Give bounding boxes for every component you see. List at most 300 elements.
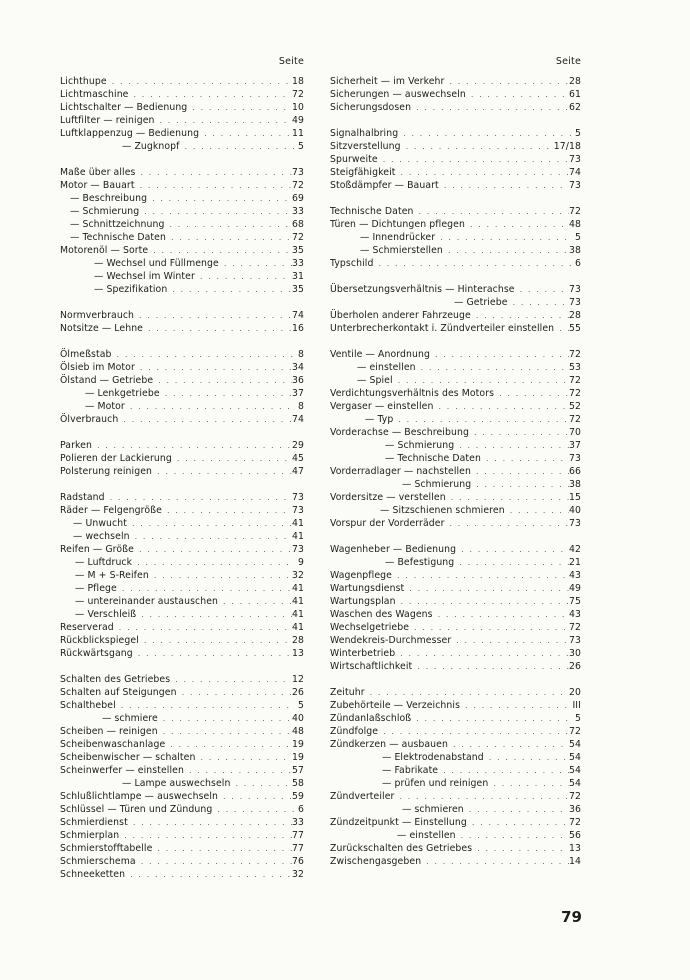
- index-term: Vorspur der Vorderräder: [330, 518, 445, 529]
- dot-leader: [412, 660, 569, 673]
- index-entry: [330, 777, 581, 790]
- dot-leader: [117, 582, 292, 595]
- dot-leader: [135, 166, 292, 179]
- index-page-ref: 32: [291, 869, 304, 880]
- index-term: — Motor: [85, 401, 125, 412]
- index-term: Ölsieb im Motor: [60, 362, 135, 373]
- index-page-ref: 26: [291, 687, 304, 698]
- dot-leader: [158, 712, 292, 725]
- index-entry: [330, 75, 581, 88]
- index-page-ref: 35: [291, 245, 304, 256]
- index-term: Sicherungsdosen: [330, 102, 412, 113]
- dot-leader: [139, 634, 292, 647]
- index-term: Zündverteiler: [330, 791, 395, 802]
- index-entry: [60, 75, 304, 88]
- index-entry: [330, 309, 581, 322]
- index-term: Lichtschalter — Bedienung: [60, 102, 188, 113]
- index-entry: [60, 764, 304, 777]
- dot-leader: [172, 452, 292, 465]
- index-term: Maße über alles: [60, 167, 136, 178]
- index-entry: [60, 374, 304, 387]
- section-gap: [60, 335, 304, 348]
- index-entry: [60, 829, 304, 842]
- index-entry: [330, 322, 581, 335]
- index-entry: [60, 504, 304, 517]
- index-term: Scheibenwischer — schalten: [60, 752, 196, 763]
- index-term: Schalten auf Steigungen: [60, 687, 177, 698]
- index-column-left: [60, 56, 304, 881]
- dot-leader: [195, 270, 292, 283]
- index-page-ref: 41: [291, 583, 304, 594]
- index-page-ref: 59: [291, 791, 304, 802]
- index-entry: [60, 790, 304, 803]
- dot-leader: [515, 283, 569, 296]
- index-page-ref: 11: [291, 128, 304, 139]
- index-term: — Spezifikation: [94, 284, 168, 295]
- dot-leader: [481, 452, 569, 465]
- index-entry: [330, 231, 581, 244]
- dot-leader: [505, 504, 569, 517]
- dot-leader: [396, 595, 569, 608]
- index-page-ref: 9: [297, 557, 304, 568]
- index-term: Zubehörteile — Verzeichnis: [330, 700, 461, 711]
- dot-leader: [135, 361, 292, 374]
- index-page-ref: 6: [297, 804, 304, 815]
- index-term: — Technische Daten: [385, 453, 481, 464]
- index-entry: [60, 491, 304, 504]
- dot-leader: [212, 803, 294, 816]
- index-entry: [330, 465, 581, 478]
- index-term: Wartungsplan: [330, 596, 396, 607]
- index-page-ref: 10: [291, 102, 304, 113]
- dot-leader: [508, 296, 569, 309]
- index-term: Notsitze — Lehne: [60, 323, 144, 334]
- index-entry: [330, 803, 581, 816]
- index-term: Winterbetrieb: [330, 648, 396, 659]
- index-entry: [60, 816, 304, 829]
- dot-leader: [148, 244, 292, 257]
- dot-leader: [488, 777, 569, 790]
- dot-leader: [373, 257, 571, 270]
- index-term: Rückwärtsgang: [60, 648, 133, 659]
- index-entry: [60, 608, 304, 621]
- index-entry: [60, 725, 304, 738]
- section-gap: [60, 296, 304, 309]
- index-page-ref: 36: [568, 804, 581, 815]
- index-entry: [330, 842, 581, 855]
- dot-leader: [454, 556, 569, 569]
- index-term: Spurweite: [330, 154, 378, 165]
- index-page-ref: 73: [568, 297, 581, 308]
- dot-leader: [136, 608, 292, 621]
- dot-leader: [446, 491, 569, 504]
- index-term: Motorenöl — Sorte: [60, 245, 149, 256]
- index-page-ref: 74: [291, 310, 304, 321]
- index-entry: [60, 569, 304, 582]
- index-term: Schalten des Getriebes: [60, 674, 171, 685]
- index-page-ref: 54: [568, 765, 581, 776]
- index-page-ref: 13: [291, 648, 304, 659]
- index-term: Lichthupe: [60, 76, 107, 87]
- dot-leader: [134, 309, 292, 322]
- index-term: Vorderachse — Beschreibung: [330, 427, 469, 438]
- index-entry: [60, 582, 304, 595]
- index-page-ref: 33: [291, 206, 304, 217]
- index-page-ref: 41: [291, 609, 304, 620]
- index-entry: [60, 647, 304, 660]
- index-entry: [330, 517, 581, 530]
- dot-leader: [465, 218, 569, 231]
- index-page-ref: 68: [291, 219, 304, 230]
- index-entry: [60, 751, 304, 764]
- dot-leader: [128, 816, 292, 829]
- index-page-ref: 56: [568, 830, 581, 841]
- dot-leader: [218, 595, 292, 608]
- index-page-ref: 36: [291, 375, 304, 386]
- index-term: Reifen — Größe: [60, 544, 134, 555]
- index-term: Sitzverstellung: [330, 141, 401, 152]
- dot-leader: [484, 751, 569, 764]
- dot-leader: [421, 855, 569, 868]
- seite-header-right: Seite: [555, 56, 581, 67]
- index-page-ref: 54: [568, 752, 581, 763]
- index-page-ref: 13: [568, 843, 581, 854]
- index-page-ref: 8: [297, 401, 304, 412]
- dot-leader: [112, 348, 294, 361]
- index-term: Radstand: [60, 492, 105, 503]
- index-term: — Lenkgetriebe: [85, 388, 160, 399]
- index-entry: [60, 192, 304, 205]
- index-entry: [330, 140, 581, 153]
- dot-leader: [443, 244, 569, 257]
- section-gap: [330, 530, 581, 543]
- index-page-ref: 33: [291, 258, 304, 269]
- index-term: Unterbrecherkontakt i. Zündverteiler einstellen: [330, 323, 555, 334]
- dot-leader: [434, 400, 569, 413]
- index-term: — Verschleiß: [75, 609, 137, 620]
- index-page-ref: 54: [568, 778, 581, 789]
- index-page-ref: 20: [568, 687, 581, 698]
- index-term: Schmierplan: [60, 830, 120, 841]
- index-term: Wirtschaftlichkeit: [330, 661, 413, 672]
- index-page-ref: 76: [291, 856, 304, 867]
- index-page-ref: 35: [291, 284, 304, 295]
- index-page-ref: III: [572, 700, 581, 711]
- index-page-ref: 41: [291, 596, 304, 607]
- index-entry: [330, 88, 581, 101]
- index-page-ref: 19: [291, 752, 304, 763]
- index-term: Zündanlaßschloß: [330, 713, 412, 724]
- dot-leader: [554, 322, 569, 335]
- index-term: — Schmierung: [70, 206, 140, 217]
- dot-leader: [401, 140, 554, 153]
- dot-leader: [152, 842, 292, 855]
- index-entry: [330, 569, 581, 582]
- index-page-ref: 34: [291, 362, 304, 373]
- dot-leader: [153, 374, 292, 387]
- index-page-ref: 40: [568, 505, 581, 516]
- index-term: — Elektrodenabstand: [382, 752, 484, 763]
- dot-leader: [160, 387, 292, 400]
- section-gap: [60, 478, 304, 491]
- index-term: Türen — Dichtungen pflegen: [330, 219, 465, 230]
- index-term: Zündfolge: [330, 726, 379, 737]
- index-term: Wechselgetriebe: [330, 622, 410, 633]
- index-entry: [330, 244, 581, 257]
- index-entry: [60, 218, 304, 231]
- index-entry: [330, 439, 581, 452]
- index-page-ref: 66: [568, 466, 581, 477]
- dot-leader: [394, 790, 568, 803]
- index-page-ref: 72: [568, 622, 581, 633]
- index-term: — Unwucht: [73, 518, 127, 529]
- index-entry: [330, 764, 581, 777]
- index-term: — Getriebe: [454, 297, 508, 308]
- index-entry: [60, 387, 304, 400]
- index-term: — Fabrikate: [382, 765, 439, 776]
- dot-leader: [134, 543, 292, 556]
- index-term: Technische Daten: [330, 206, 414, 217]
- dot-leader: [125, 400, 294, 413]
- index-entry: [60, 309, 304, 322]
- index-entry: [60, 465, 304, 478]
- index-entry: [330, 257, 581, 270]
- index-term: Reserverad: [60, 622, 114, 633]
- index-entry: [330, 179, 581, 192]
- index-page-ref: 73: [568, 284, 581, 295]
- index-entry: [330, 452, 581, 465]
- dot-leader: [414, 205, 569, 218]
- index-entry: [60, 244, 304, 257]
- index-term: — Schnittzeichnung: [70, 219, 165, 230]
- index-entry: [330, 374, 581, 387]
- index-entry: [60, 855, 304, 868]
- index-entry: [60, 595, 304, 608]
- index-page-ref: 73: [568, 154, 581, 165]
- dot-leader: [445, 517, 569, 530]
- dot-leader: [149, 569, 292, 582]
- index-term: Schmierstofftabelle: [60, 843, 153, 854]
- index-entries-left: [60, 75, 304, 881]
- index-term: Wendekreis-Durchmesser: [330, 635, 452, 646]
- index-page-ref: 43: [568, 570, 581, 581]
- index-page-ref: 72: [568, 349, 581, 360]
- index-term: Luftklappenzug — Bedienung: [60, 128, 200, 139]
- dot-leader: [119, 829, 292, 842]
- dot-leader: [411, 712, 571, 725]
- dot-leader: [471, 309, 569, 322]
- dot-leader: [451, 634, 569, 647]
- index-page-ref: 74: [291, 414, 304, 425]
- dot-leader: [433, 608, 569, 621]
- index-entry: [330, 153, 581, 166]
- index-entry: [330, 543, 581, 556]
- index-term: Überholen anderer Fahrzeuge: [330, 310, 471, 321]
- index-term: Sicherungen — auswechseln: [330, 89, 466, 100]
- index-page-ref: 41: [291, 531, 304, 542]
- index-page-ref: 16: [291, 323, 304, 334]
- index-term: Steigfähigkeit: [330, 167, 396, 178]
- index-page-ref: 17/18: [553, 141, 581, 152]
- index-page-ref: 58: [291, 778, 304, 789]
- index-entry: [60, 413, 304, 426]
- index-term: Zurückschalten des Getriebes: [330, 843, 473, 854]
- index-page-ref: 73: [568, 635, 581, 646]
- dot-leader: [162, 504, 292, 517]
- dot-leader: [464, 803, 569, 816]
- index-entry: [330, 725, 581, 738]
- index-term: — Sitzschienen schmieren: [380, 505, 505, 516]
- index-page-ref: 5: [297, 141, 304, 152]
- index-page-ref: 33: [291, 817, 304, 828]
- dot-leader: [118, 413, 292, 426]
- index-term: Schlußlichtlampe — auswechseln: [60, 791, 219, 802]
- dot-leader: [395, 647, 569, 660]
- index-term: Stoßdämpfer — Bauart: [330, 180, 439, 191]
- section-gap: [60, 426, 304, 439]
- index-page-ref: 37: [568, 440, 581, 451]
- index-term: Waschen des Wagens: [330, 609, 433, 620]
- index-page-ref: 49: [291, 115, 304, 126]
- index-term: Wartungsdienst: [330, 583, 405, 594]
- index-entry: [60, 283, 304, 296]
- index-entry: [330, 634, 581, 647]
- index-entry: [60, 543, 304, 556]
- index-entry: [60, 868, 304, 881]
- index-entry: [330, 491, 581, 504]
- index-term: Zeituhr: [330, 687, 365, 698]
- dot-leader: [107, 75, 292, 88]
- dot-leader: [196, 751, 292, 764]
- dot-leader: [456, 543, 569, 556]
- page-number: 79: [561, 908, 582, 926]
- index-entry: [60, 114, 304, 127]
- index-term: Scheibenwaschanlage: [60, 739, 166, 750]
- index-entry: [60, 517, 304, 530]
- dot-leader: [127, 517, 292, 530]
- seite-header-left: Seite: [278, 56, 304, 67]
- dot-leader: [219, 257, 292, 270]
- index-page-ref: 70: [568, 427, 581, 438]
- index-entry: [330, 647, 581, 660]
- index-page-ref: 47: [291, 466, 304, 477]
- index-entry: [60, 270, 304, 283]
- index-term: Zwischengasgeben: [330, 856, 422, 867]
- dot-leader: [139, 205, 292, 218]
- dot-leader: [466, 88, 569, 101]
- dot-leader: [180, 140, 294, 153]
- index-page-ref: 55: [568, 323, 581, 334]
- index-term: — wechseln: [73, 531, 130, 542]
- index-term: Schlüssel — Türen und Zündung: [60, 804, 213, 815]
- index-entry: [330, 595, 581, 608]
- index-term: — Typ: [365, 414, 394, 425]
- index-page-ref: 52: [568, 401, 581, 412]
- index-page-ref: 72: [568, 206, 581, 217]
- dot-leader: [409, 621, 569, 634]
- dot-leader: [404, 582, 569, 595]
- dot-leader: [469, 426, 569, 439]
- index-page-ref: 77: [291, 830, 304, 841]
- index-page-ref: 73: [291, 167, 304, 178]
- index-term: Verdichtungsverhältnis des Motors: [330, 388, 495, 399]
- index-page-ref: 42: [568, 544, 581, 555]
- index-entry: [60, 712, 304, 725]
- dot-leader: [187, 101, 292, 114]
- index-entry: [60, 530, 304, 543]
- index-term: — Spiel: [357, 375, 393, 386]
- index-page-ref: 8: [297, 349, 304, 360]
- index-page-ref: 32: [291, 570, 304, 581]
- index-entry: [60, 361, 304, 374]
- index-term: — Technische Daten: [70, 232, 166, 243]
- index-term: — Beschreibung: [70, 193, 148, 204]
- dot-leader: [472, 842, 569, 855]
- index-term: Vorderradlager — nachstellen: [330, 466, 471, 477]
- index-page-ref: 28: [291, 635, 304, 646]
- index-entry: [330, 660, 581, 673]
- dot-leader: [365, 686, 569, 699]
- index-page-ref: 54: [568, 739, 581, 750]
- dot-leader: [166, 231, 292, 244]
- index-term: — Schmierstellen: [360, 245, 443, 256]
- dot-leader: [471, 478, 569, 491]
- index-page-ref: 61: [568, 89, 581, 100]
- index-page-ref: 72: [568, 414, 581, 425]
- dot-leader: [430, 348, 569, 361]
- index-page-ref: 73: [291, 505, 304, 516]
- index-page-ref: 28: [568, 76, 581, 87]
- index-page-ref: 73: [568, 518, 581, 529]
- index-entry: [330, 738, 581, 751]
- index-term: — schmiere: [102, 713, 158, 724]
- index-term: — Luftdruck: [75, 557, 133, 568]
- index-page-ref: 73: [291, 492, 304, 503]
- index-page-ref: 38: [568, 479, 581, 490]
- index-page-ref: 5: [574, 128, 581, 139]
- index-term: Wagenpflege: [330, 570, 393, 581]
- index-term: Vordersitze — verstellen: [330, 492, 446, 503]
- index-entry: [60, 179, 304, 192]
- index-column-right: [330, 56, 581, 868]
- index-term: Ölmeßstab: [60, 349, 112, 360]
- dot-leader: [136, 855, 292, 868]
- index-entry: [60, 686, 304, 699]
- index-page-ref: 14: [568, 856, 581, 867]
- index-entry: [330, 127, 581, 140]
- dot-leader: [398, 127, 571, 140]
- index-page-ref: 12: [291, 674, 304, 685]
- dot-leader: [411, 101, 569, 114]
- index-entry: [60, 101, 304, 114]
- index-page-ref: 5: [297, 700, 304, 711]
- dot-leader: [105, 491, 292, 504]
- dot-leader: [167, 283, 292, 296]
- dot-leader: [438, 764, 569, 777]
- index-term: Motor — Bauart: [60, 180, 135, 191]
- dot-leader: [416, 361, 569, 374]
- dot-leader: [152, 465, 292, 478]
- index-entry: [330, 790, 581, 803]
- index-term: Signalhalbring: [330, 128, 399, 139]
- index-term: Lichtmaschine: [60, 89, 129, 100]
- index-term: Ölverbrauch: [60, 414, 119, 425]
- index-page-ref: 73: [568, 180, 581, 191]
- index-term: Schneeketten: [60, 869, 126, 880]
- index-entry: [60, 166, 304, 179]
- index-term: Normverbrauch: [60, 310, 135, 321]
- index-page-ref: 53: [568, 362, 581, 373]
